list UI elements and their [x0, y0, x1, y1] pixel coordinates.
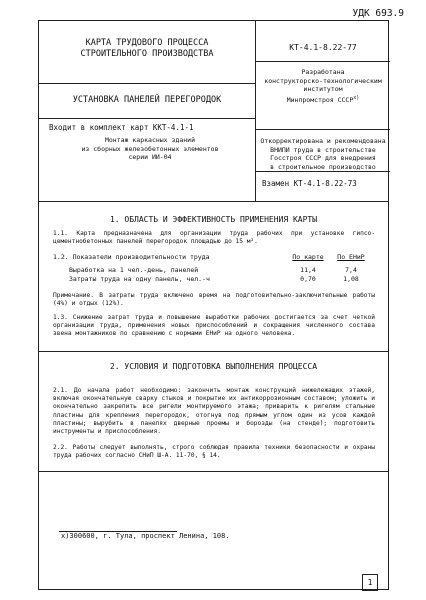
page-number: 1 [362, 574, 378, 591]
note-paragraph: Примечание. В затраты труда включено время на подготовительно-заключительные работы (4%) и отдых (12%). [53, 292, 375, 308]
page-title: УСТАНОВКА ПАНЕЛЕЙ ПЕРЕГОРОДОК [72, 95, 222, 105]
header-rule [255, 61, 390, 62]
section-1-heading: 1. ОБЛАСТЬ И ЭФФЕКТИВНОСТЬ ПРИМЕНЕНИЯ КАРТЫ [109, 215, 318, 224]
header-rule [39, 83, 255, 84]
table-header-row [53, 253, 369, 262]
developer-info: Разработана конструкторско-технологическим институтом Минпромстроя СССР$^{x)}$ [264, 68, 382, 104]
document-frame [38, 20, 389, 590]
paragraph-1-1: 1.1. Карта предназначена для организации труда рабочих при установке гипсо-цементнобетонных панелей перегородок площадью до 15 м². [53, 230, 375, 246]
recommendation-info: Откорректирована и рекомендована ВНИПИ труда в строительстве Госстроя СССР для внедрения в строительное производство [260, 137, 386, 171]
header-rule [39, 118, 255, 119]
table-row: Затраты труда на одну панель, чел.-ч 0,70 1,08 [69, 275, 359, 283]
col-by-card: По карте [292, 253, 324, 261]
udk-code: УДК 693.9 [352, 8, 404, 19]
paragraph-2-2: 2.2. Работы следует выполнять, строго соблюдая правила техники безопасности и охраны труда рабочих согласно СНиП Ш-А. 11-70, § 14. [53, 444, 375, 460]
section-separator [39, 471, 388, 472]
col-by-enir: По ЕНиР [337, 253, 365, 261]
table-row: Выработка на 1 чел.-день, панелей 11,4 7,4 [69, 266, 357, 274]
card-title: КАРТА ТРУДОВОГО ПРОЦЕССА СТРОИТЕЛЬНОГО ПРОИЗВОДСТВА [80, 38, 214, 59]
header-block [39, 21, 388, 202]
kit-reference: Входит в комплект карт ККТ-4.1-1 [49, 123, 194, 132]
paragraph-1-2-label: 1.2. Показатели производительности труда [53, 253, 210, 261]
card-code: КТ-4.1-8.22-77 [289, 43, 357, 52]
header-rule [255, 129, 390, 130]
section-separator [39, 351, 388, 352]
replaces-note: Взамен КТ-4.1-8.22-73 [262, 179, 357, 188]
header-rule [255, 171, 390, 172]
footnote: х)300600, г. Тула, проспект Ленина, 108. [61, 532, 230, 540]
section-2-heading: 2. УСЛОВИЯ И ПОДГОТОВКА ВЫПОЛНЕНИЯ ПРОЦЕССА [109, 362, 318, 371]
paragraph-1-3: 1.3. Снижение затрат труда и повышение выработки рабочих достигается за счет четкой организации труда, применения новых приспособлений и сокращения численного состава звена монтажников по сравнению с нормами ЕНиР на одного человека. [53, 314, 375, 338]
productivity-table [53, 253, 369, 284]
paragraph-2-1: 2.1. До начала работ необходимо: закончить монтаж конструкций нижележащих этажей, включая окончательную сварку стыков и покрытие их антикоррозионным составом; уложить и окончательно закрепить все ригели монтируемого этажа; приварить к ригелям стальные пластины для крепления перегородок, отогнув под прямым углом один из усов каждой пластины; вырубить в панелях дверные проемы и борозды (на стенде); подготовить инструменты и приспособления. [53, 387, 375, 436]
mounting-description: Монтаж каркасных зданий из сборных железобетонных элементов серии ИИ-04 [81, 136, 219, 161]
